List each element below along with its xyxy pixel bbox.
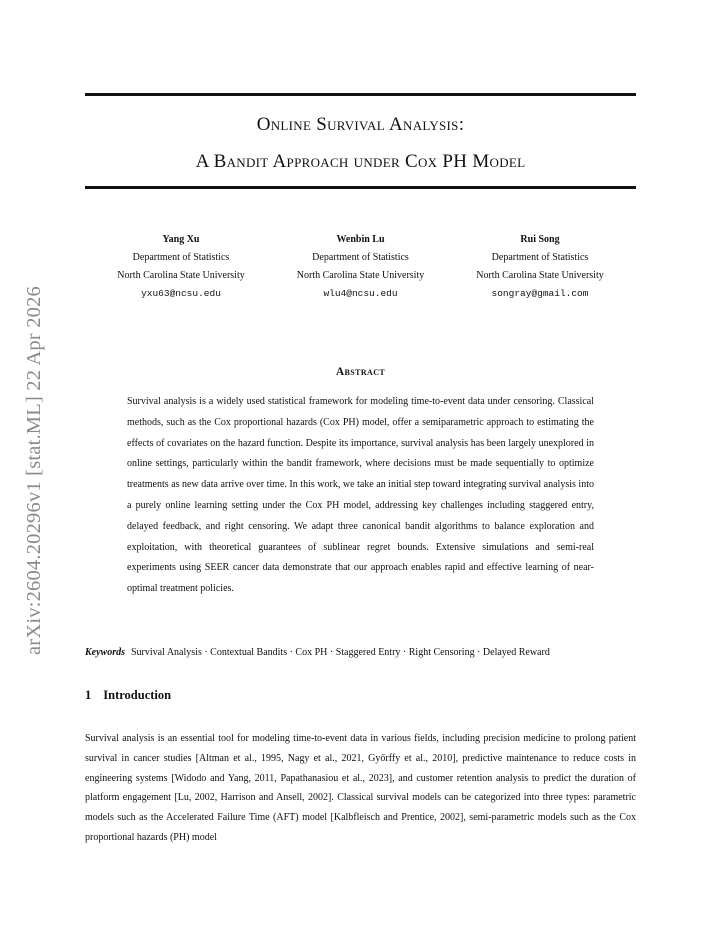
keywords-line [85,645,645,661]
author-yang-xu [96,231,266,303]
author-wenbin-lu [276,231,446,303]
keywords-text: Survival Analysis · Contextual Bandits · Cox PH · Staggered Entry · Right Censoring · Delayed Reward [131,647,550,658]
author-rui-song [455,231,625,303]
title-rule-top [85,93,636,96]
author-department: Department of Statistics [491,252,589,263]
author-department: Department of Statistics [132,252,230,263]
keywords-label: Keywords [85,647,125,658]
author-institution: North Carolina State University [476,270,604,281]
author-department: Department of Statistics [312,252,409,263]
section-title: Introduction [103,688,172,702]
author-email: wlu4@ncsu.edu [323,288,398,299]
introduction-text: Survival analysis is an essential tool for modeling time-to-event data in various fields, including precision medicine to prolong patient survival in cancer studies [Altman et al., 1995, Nagy et al., 2021, Győrffy et al., 2010], predictive maintenance to reduce costs in engineering systems [Widodo and Yang, 2011, Papathanasiou et al., 2023], and customer retention analysis to predict the duration of platform engagement [Lu, 2002, Harrison and Ansell, 2002]. Classical survival models can be categorized into three types: parametric models such as the Accelerated Failure Time (AFT) model [Kalbfleisch and Prentice, 2002], semi-parametric models such as the Cox proportional hazards (PH) model [85,733,636,843]
author-email: songray@gmail.com [491,288,589,299]
author-name: Rui Song [520,234,560,245]
paper-title-line-1: Online Survival Analysis: [256,114,465,135]
author-name: Yang Xu [162,234,200,245]
paper-title-line-2: A Bandit Approach under Cox PH Model [195,151,526,172]
section-heading-introduction [85,688,171,703]
section-number: 1 [85,688,92,702]
arxiv-identifier-text: arXiv:2604.20296v1 [stat.ML] 22 Apr 2026 [22,285,45,655]
abstract-heading: Abstract [335,366,386,378]
title-rule-bottom [85,186,636,189]
author-institution: North Carolina State University [296,270,425,281]
author-institution: North Carolina State University [117,270,245,281]
author-name: Wenbin Lu [336,234,385,245]
arxiv-identifier-stamp [12,250,56,690]
abstract-text: Survival analysis is a widely used statistical framework for modeling time-to-event data under censoring. Classical methods, such as the Cox proportional hazards (Cox PH) model, offer a semiparametric approach to estimating the effects of covariates on the hazard function. Despite its importance, survival analysis has been largely unexplored in online settings, particularly within the bandit framework, where decisions must be made sequentially to optimize treatments as new data arrive over time. In this work, we take an initial step toward integrating survival analysis into a purely online learning setting under the Cox PH model, addressing key challenges including staggered entry, delayed feedback, and right censoring. We adapt three canonical bandit algorithms to balance exploration and exploitation, with theoretical guarantees of sublinear regret bounds. Extensive simulations and semi-real experiments using SEER cancer data demonstrate that our approach enables rapid and effective learning of near-optimal treatment policies. [127,396,594,595]
author-email: yxu63@ncsu.edu [141,288,221,299]
author-block [85,231,636,303]
